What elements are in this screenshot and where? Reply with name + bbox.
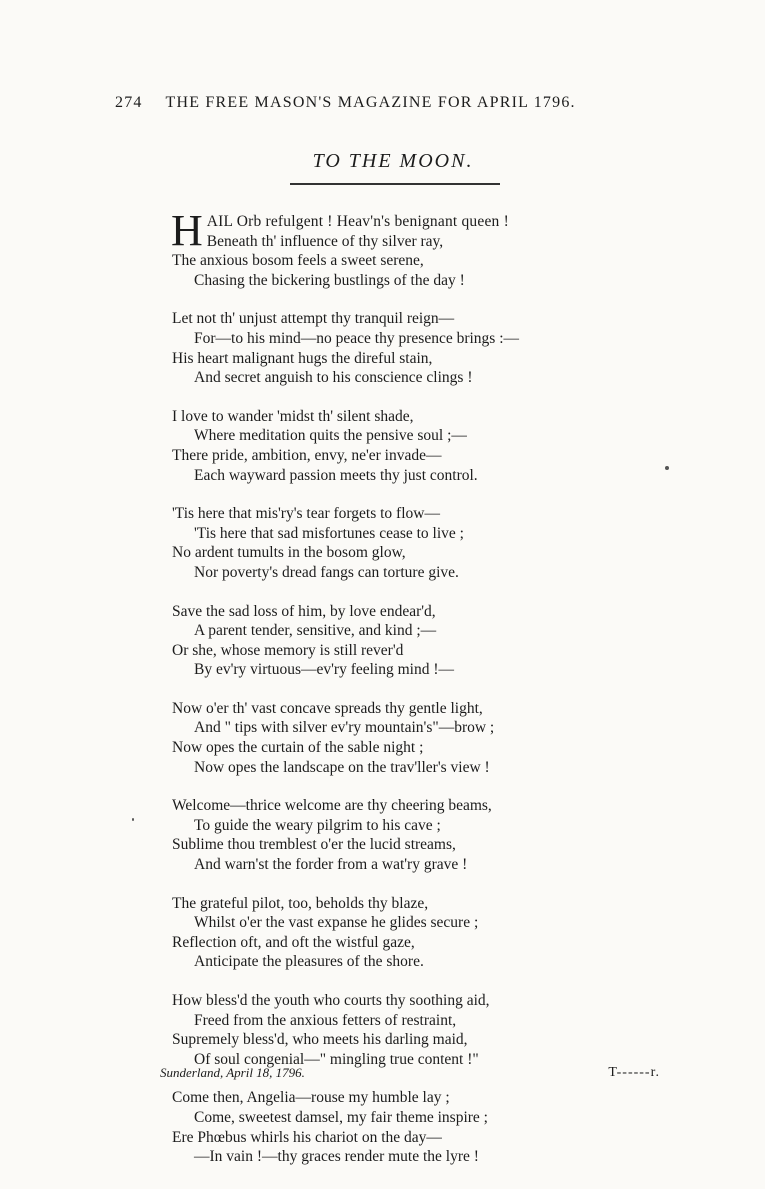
poem-line: Now o'er th' vast concave spreads thy gentle light, (172, 699, 483, 717)
poem-line: The grateful pilot, too, beholds thy blaze, (172, 894, 429, 912)
poem-line: Come, sweetest damsel, my fair theme inspire ; (194, 1108, 488, 1126)
poem-line: Now opes the curtain of the sable night ; (172, 739, 424, 757)
title-rule (290, 183, 500, 185)
poem-line: Freed from the anxious fetters of restraint, (194, 1011, 457, 1029)
poem-line: Ere Phœbus whirls his chariot on the day— (172, 1128, 442, 1146)
poem-body (171, 206, 592, 1186)
poem-line: Supremely bless'd, who meets his darling maid, (172, 1031, 468, 1049)
poem-line: I love to wander 'midst th' silent shade, (172, 407, 414, 425)
poem-line: Anticipate the pleasures of the shore. (194, 953, 424, 971)
stanza-10 (172, 1088, 592, 1166)
poem-line: No ardent tumults in the bosom glow, (172, 544, 406, 562)
stanza-3 (172, 407, 592, 485)
poem-line: His heart malignant hugs the direful stain, (172, 349, 433, 367)
stanza-5 (172, 602, 592, 680)
poem-line: 'Tis here that sad misfortunes cease to live ; (194, 524, 464, 542)
poem-line: A parent tender, sensitive, and kind ;— (194, 622, 437, 640)
stanza-4 (172, 504, 592, 582)
poem-line: And " tips with silver ev'ry mountain's"—brow ; (194, 719, 495, 737)
running-header (115, 94, 635, 112)
poem-line: And warn'st the forder from a wat'ry grave ! (194, 856, 468, 874)
poem-footer (160, 1065, 660, 1087)
poem-line: The anxious bosom feels a sweet serene, (172, 252, 424, 270)
poem-line: Chasing the bickering bustlings of the day ! (194, 271, 465, 289)
poem-title: TO THE MOON. (312, 150, 474, 172)
print-speck (132, 818, 134, 821)
poem-line: There pride, ambition, envy, ne'er invade— (172, 446, 442, 464)
poem-line: Each wayward passion meets thy just control. (194, 466, 478, 484)
running-title: THE FREE MASON'S MAGAZINE FOR APRIL 1796. (165, 94, 576, 111)
page-number: 274 (115, 94, 143, 111)
poem-line: Reflection oft, and oft the wistful gaze, (172, 933, 415, 951)
poem-line: —In vain !—thy graces render mute the lyre ! (194, 1148, 479, 1166)
poem-line: Beneath th' influence of thy silver ray, (206, 232, 444, 250)
poem-line: Sublime thou tremblest o'er the lucid streams, (172, 836, 456, 854)
poem-line: Whilst o'er the vast expanse he glides secure ; (194, 914, 479, 932)
stanza-7 (172, 796, 592, 874)
poem-line: Where meditation quits the pensive soul ;— (194, 427, 467, 445)
place-date: Sunderland, April 18, 1796. (160, 1065, 305, 1080)
poem-line: For—to his mind—no peace thy presence brings :— (194, 329, 520, 347)
poem-line: Nor poverty's dread fangs can torture give. (194, 563, 459, 581)
poem-line: Save the sad loss of him, by love endear'd, (172, 602, 436, 620)
poem-line: To guide the weary pilgrim to his cave ; (194, 816, 441, 834)
poem-line: Come then, Angelia—rouse my humble lay ; (172, 1089, 450, 1107)
poem-line: Welcome—thrice welcome are thy cheering beams, (172, 797, 492, 815)
poem-line: Or she, whose memory is still rever'd (172, 641, 404, 659)
poem-line: And secret anguish to his conscience clings ! (194, 369, 473, 387)
poem-line: Now opes the landscape on the trav'ller's view ! (194, 758, 490, 776)
stanza-6 (172, 699, 592, 777)
stanza-8 (172, 894, 592, 972)
stanza-9 (172, 991, 592, 1069)
signature: T------r. (608, 1065, 660, 1080)
poem-line: 'Tis here that mis'ry's tear forgets to flow— (172, 505, 440, 523)
stanza-2 (172, 309, 592, 387)
poem-line: H AIL Orb refulgent ! Heav'n's benignant queen ! (171, 206, 509, 255)
poem-line: Let not th' unjust attempt thy tranquil reign— (172, 310, 455, 328)
print-speck (665, 466, 669, 470)
stanza-1 (171, 206, 592, 290)
drop-cap: H (171, 206, 203, 255)
poem-line: How bless'd the youth who courts thy soothing aid, (172, 992, 490, 1009)
poem-line: By ev'ry virtuous—ev'ry feeling mind !— (194, 661, 454, 679)
poem-line: Of soul congenial—" mingling true content !" (194, 1050, 479, 1068)
